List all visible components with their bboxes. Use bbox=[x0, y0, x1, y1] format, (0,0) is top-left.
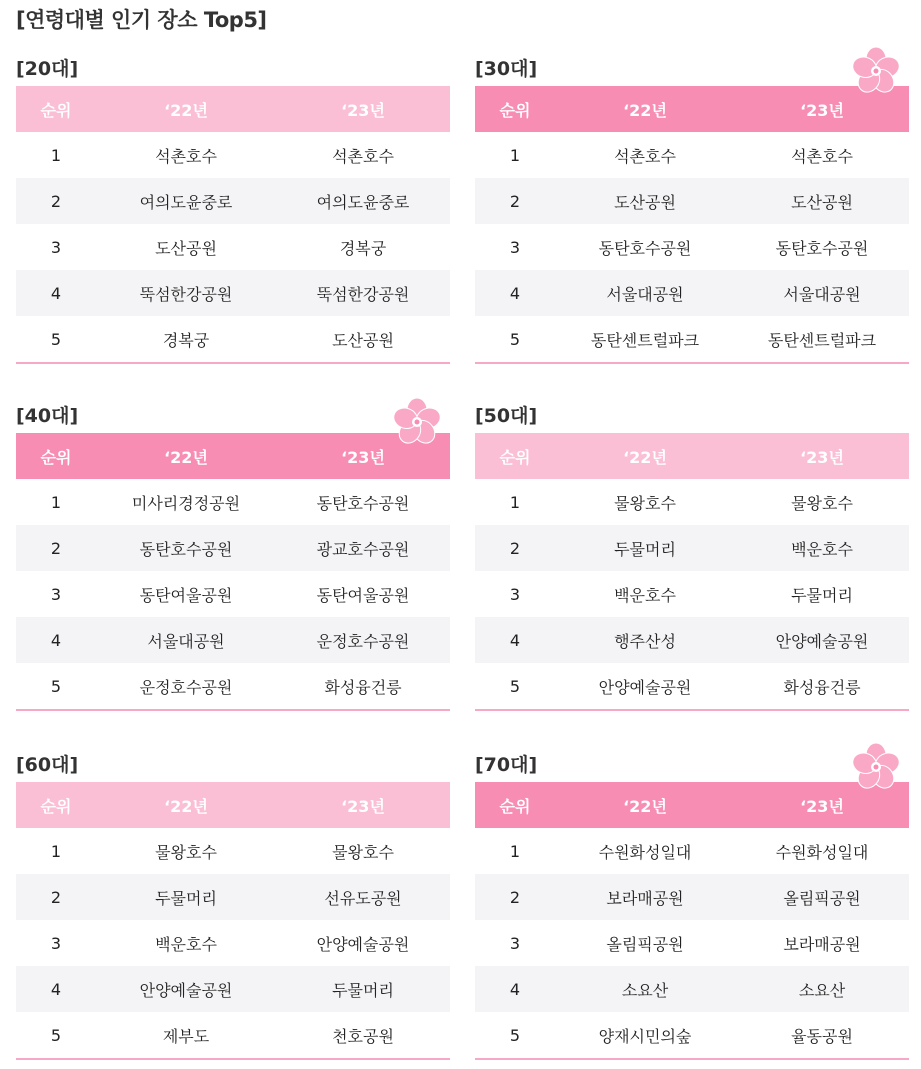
table-row bbox=[475, 920, 909, 966]
table-row bbox=[475, 828, 909, 874]
table-row bbox=[16, 224, 450, 270]
table-row bbox=[475, 224, 909, 270]
place-2022-cell: 백운호수 bbox=[155, 934, 217, 954]
rank-cell: 1 bbox=[50, 492, 62, 512]
rank-cell: 2 bbox=[16, 874, 96, 920]
place-2023-cell: 선유도공원 bbox=[276, 874, 450, 920]
place-2022-cell: 서울대공원 bbox=[96, 617, 276, 663]
place-2023-cell: 천호공원 bbox=[276, 1012, 450, 1059]
table-row bbox=[16, 663, 450, 710]
rank-cell: 5 bbox=[16, 1012, 96, 1059]
header-2022: ‘22년 bbox=[555, 433, 735, 479]
rank-cell: 1 bbox=[509, 492, 521, 512]
panel-label-50s: [50대] bbox=[475, 405, 538, 427]
header-rank: 순위 bbox=[475, 782, 555, 828]
rank-cell: 2 bbox=[475, 178, 555, 224]
header-2022: ‘22년 bbox=[96, 86, 276, 132]
place-2023-cell: 안양예술공원 bbox=[316, 934, 410, 954]
table-row bbox=[475, 663, 909, 710]
rank-table-60s bbox=[16, 782, 450, 1060]
place-2023-cell: 동탄호수공원 bbox=[316, 493, 410, 513]
table-header bbox=[16, 433, 450, 479]
place-2022-cell: 제부도 bbox=[96, 1012, 276, 1059]
table-row bbox=[16, 525, 450, 571]
place-2022-cell: 백운호수 bbox=[614, 585, 676, 605]
place-2022-cell: 동탄여울공원 bbox=[139, 585, 233, 605]
table-header bbox=[475, 86, 909, 132]
table-row bbox=[475, 617, 909, 663]
table-row bbox=[475, 966, 909, 1012]
table-row bbox=[475, 479, 909, 525]
rank-cell: 3 bbox=[509, 584, 521, 604]
panel-label-40s: [40대] bbox=[16, 405, 79, 427]
place-2022-cell: 경복궁 bbox=[96, 316, 276, 363]
place-2022-cell: 도산공원 bbox=[155, 238, 217, 258]
header-rank: 순위 bbox=[16, 782, 96, 828]
rank-cell: 4 bbox=[16, 617, 96, 663]
rank-cell: 2 bbox=[475, 874, 555, 920]
place-2022-cell: 동탄호수공원 bbox=[96, 525, 276, 571]
rank-cell: 1 bbox=[509, 841, 521, 861]
header-2022: ‘22년 bbox=[555, 86, 735, 132]
table-row bbox=[475, 316, 909, 363]
header-2023: ‘23년 bbox=[276, 782, 450, 828]
table-row bbox=[475, 874, 909, 920]
place-2022-cell: 석촌호수 bbox=[155, 146, 217, 166]
header-2023: ‘23년 bbox=[735, 782, 909, 828]
place-2022-cell: 미사리경정공원 bbox=[131, 493, 241, 513]
place-2023-cell: 보라매공원 bbox=[783, 934, 861, 954]
rank-cell: 3 bbox=[50, 237, 62, 257]
table-row bbox=[475, 270, 909, 316]
header-rank: 순위 bbox=[475, 86, 555, 132]
place-2022-cell: 안양예술공원 bbox=[96, 966, 276, 1012]
table-header bbox=[475, 782, 909, 828]
panel-label-60s: [60대] bbox=[16, 754, 79, 776]
place-2022-cell: 도산공원 bbox=[555, 178, 735, 224]
header-rank: 순위 bbox=[16, 433, 96, 479]
rank-cell: 3 bbox=[509, 933, 521, 953]
place-2023-cell: 두물머리 bbox=[276, 966, 450, 1012]
place-2022-cell: 서울대공원 bbox=[555, 270, 735, 316]
place-2023-cell: 화성융건릉 bbox=[276, 663, 450, 710]
table-row bbox=[475, 132, 909, 178]
rank-table-20s bbox=[16, 86, 450, 364]
panel-label-20s: [20대] bbox=[16, 58, 79, 80]
cherry-blossom-icon bbox=[848, 741, 904, 793]
rank-cell: 4 bbox=[475, 270, 555, 316]
header-2023: ‘23년 bbox=[276, 86, 450, 132]
table-row bbox=[16, 571, 450, 617]
place-2022-cell: 운정호수공원 bbox=[96, 663, 276, 710]
rank-cell: 3 bbox=[50, 584, 62, 604]
place-2023-cell: 올림픽공원 bbox=[735, 874, 909, 920]
header-2022: ‘22년 bbox=[555, 782, 735, 828]
place-2023-cell: 율동공원 bbox=[735, 1012, 909, 1059]
place-2022-cell: 여의도윤중로 bbox=[96, 178, 276, 224]
rank-cell: 1 bbox=[509, 145, 521, 165]
table-row bbox=[475, 571, 909, 617]
header-2023: ‘23년 bbox=[276, 433, 450, 479]
table-row bbox=[16, 316, 450, 363]
place-2023-cell: 도산공원 bbox=[276, 316, 450, 363]
place-2023-cell: 도산공원 bbox=[735, 178, 909, 224]
table-row bbox=[16, 617, 450, 663]
rank-cell: 1 bbox=[50, 145, 62, 165]
place-2023-cell: 소요산 bbox=[735, 966, 909, 1012]
place-2023-cell: 석촌호수 bbox=[791, 146, 853, 166]
table-header bbox=[16, 86, 450, 132]
rank-cell: 2 bbox=[16, 525, 96, 571]
place-2023-cell: 여의도윤중로 bbox=[276, 178, 450, 224]
rank-cell: 2 bbox=[475, 525, 555, 571]
table-row bbox=[16, 270, 450, 316]
place-2022-cell: 석촌호수 bbox=[614, 146, 676, 166]
rank-table-30s bbox=[475, 86, 909, 364]
rank-cell: 1 bbox=[50, 841, 62, 861]
place-2023-cell: 수원화성일대 bbox=[775, 842, 869, 862]
panel-label-70s: [70대] bbox=[475, 754, 538, 776]
place-2023-cell: 두물머리 bbox=[791, 585, 853, 605]
place-2022-cell: 뚝섬한강공원 bbox=[96, 270, 276, 316]
place-2023-cell: 서울대공원 bbox=[735, 270, 909, 316]
rank-cell: 2 bbox=[16, 178, 96, 224]
panel-label-30s: [30대] bbox=[475, 58, 538, 80]
rank-cell: 3 bbox=[509, 237, 521, 257]
place-2022-cell: 소요산 bbox=[555, 966, 735, 1012]
rank-cell: 4 bbox=[16, 270, 96, 316]
place-2022-cell: 안양예술공원 bbox=[555, 663, 735, 710]
rank-cell: 5 bbox=[16, 663, 96, 710]
rank-cell: 5 bbox=[16, 316, 96, 363]
header-rank: 순위 bbox=[16, 86, 96, 132]
place-2022-cell: 동탄센트럴파크 bbox=[555, 316, 735, 363]
rank-cell: 3 bbox=[50, 933, 62, 953]
place-2022-cell: 물왕호수 bbox=[155, 842, 217, 862]
place-2023-cell: 물왕호수 bbox=[332, 842, 394, 862]
place-2023-cell: 화성융건릉 bbox=[735, 663, 909, 710]
table-row bbox=[16, 874, 450, 920]
table-row bbox=[16, 920, 450, 966]
place-2023-cell: 안양예술공원 bbox=[735, 617, 909, 663]
rank-table-40s bbox=[16, 433, 450, 711]
place-2022-cell: 물왕호수 bbox=[614, 493, 676, 513]
place-2023-cell: 백운호수 bbox=[735, 525, 909, 571]
place-2023-cell: 광교호수공원 bbox=[276, 525, 450, 571]
rank-cell: 5 bbox=[475, 316, 555, 363]
rank-cell: 4 bbox=[475, 617, 555, 663]
place-2023-cell: 뚝섬한강공원 bbox=[276, 270, 450, 316]
place-2022-cell: 두물머리 bbox=[555, 525, 735, 571]
cherry-blossom-icon bbox=[389, 396, 445, 448]
place-2023-cell: 경복궁 bbox=[339, 238, 387, 258]
table-row bbox=[16, 479, 450, 525]
place-2022-cell: 행주산성 bbox=[555, 617, 735, 663]
place-2022-cell: 동탄호수공원 bbox=[598, 238, 692, 258]
place-2023-cell: 물왕호수 bbox=[791, 493, 853, 513]
table-row bbox=[475, 178, 909, 224]
place-2023-cell: 동탄여울공원 bbox=[316, 585, 410, 605]
place-2023-cell: 운정호수공원 bbox=[276, 617, 450, 663]
rank-table-70s bbox=[475, 782, 909, 1060]
table-row bbox=[16, 1012, 450, 1059]
table-row bbox=[16, 178, 450, 224]
rank-cell: 5 bbox=[475, 663, 555, 710]
rank-cell: 4 bbox=[16, 966, 96, 1012]
table-row bbox=[16, 966, 450, 1012]
header-2022: ‘22년 bbox=[96, 433, 276, 479]
place-2023-cell: 석촌호수 bbox=[332, 146, 394, 166]
table-row bbox=[16, 828, 450, 874]
place-2022-cell: 올림픽공원 bbox=[606, 934, 684, 954]
rank-cell: 4 bbox=[475, 966, 555, 1012]
place-2022-cell: 두물머리 bbox=[96, 874, 276, 920]
table-row bbox=[475, 525, 909, 571]
rank-table-50s bbox=[475, 433, 909, 711]
page-title: [연령대별 인기 장소 Top5] bbox=[16, 8, 267, 32]
header-rank: 순위 bbox=[475, 433, 555, 479]
table-header bbox=[475, 433, 909, 479]
place-2023-cell: 동탄호수공원 bbox=[775, 238, 869, 258]
cherry-blossom-icon bbox=[848, 45, 904, 97]
place-2022-cell: 수원화성일대 bbox=[598, 842, 692, 862]
header-2023: ‘23년 bbox=[735, 86, 909, 132]
table-header bbox=[16, 782, 450, 828]
place-2022-cell: 보라매공원 bbox=[555, 874, 735, 920]
table-row bbox=[16, 132, 450, 178]
place-2022-cell: 양재시민의숲 bbox=[555, 1012, 735, 1059]
header-2023: ‘23년 bbox=[735, 433, 909, 479]
header-2022: ‘22년 bbox=[96, 782, 276, 828]
place-2023-cell: 동탄센트럴파크 bbox=[735, 316, 909, 363]
table-row bbox=[475, 1012, 909, 1059]
rank-cell: 5 bbox=[475, 1012, 555, 1059]
